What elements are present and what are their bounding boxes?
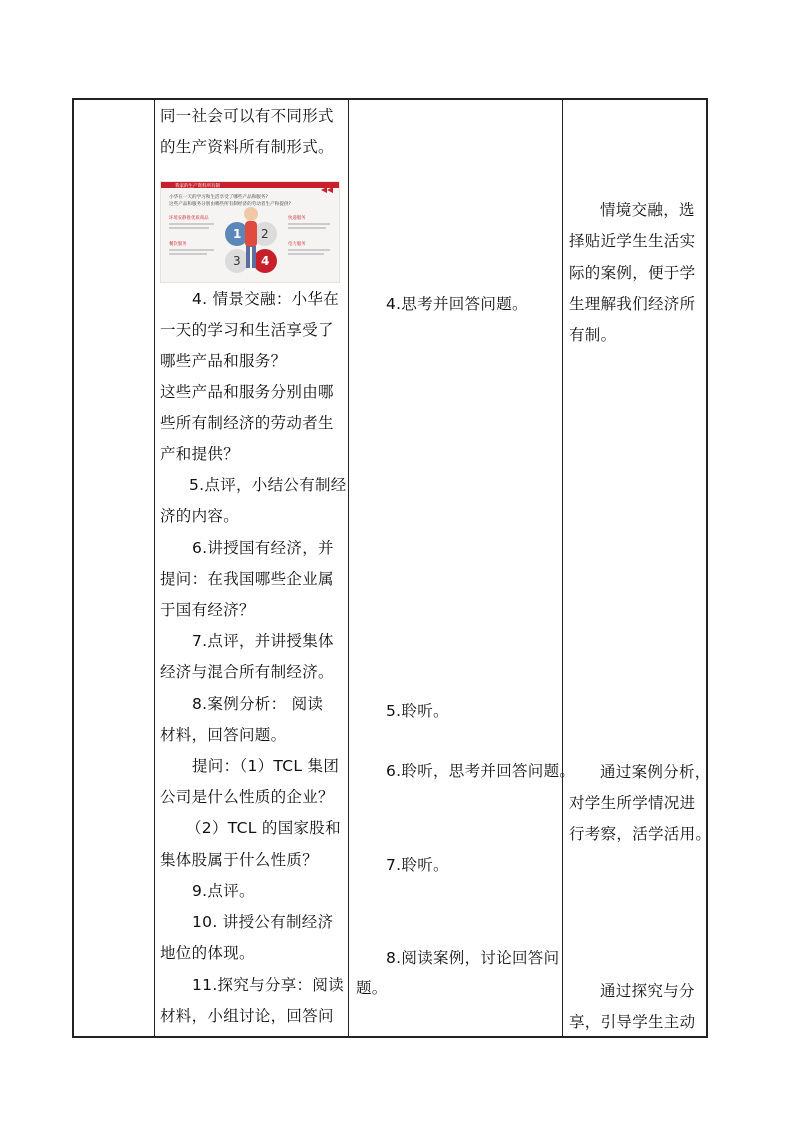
text-line: 材料，回答问题。	[160, 726, 287, 744]
text-line: （2）TCL 的国家股和	[186, 819, 341, 837]
text-line: 集体股属于什么性质？	[160, 851, 319, 869]
text-line: 通过案例分析，	[600, 763, 711, 781]
text-line: 的生产资料所有制形式。	[160, 138, 334, 156]
text-line: 8.阅读案例，讨论回答问	[386, 949, 560, 967]
text-line: 一天的学习和生活享受了	[160, 321, 334, 339]
slide-item-4: 电力服务	[288, 242, 306, 247]
text-line: 择贴近学生生活实	[569, 232, 696, 250]
text-line: 提问：（1）TCL 集团	[192, 757, 340, 775]
text-line: 5.点评，小结公有制经	[189, 476, 347, 494]
text-line: 8.案例分析： 阅读	[192, 695, 324, 713]
text-line: 6.讲授国有经济，并	[192, 539, 334, 557]
slide-number-1: 1	[233, 227, 242, 241]
text-line: 产和提供？	[160, 445, 240, 463]
slide-number-3: 3	[233, 254, 241, 268]
text-line: 济的内容。	[160, 507, 240, 525]
text-line: 对学生所学情况进	[569, 794, 696, 812]
text-line: 些所有制经济的劳动者生	[160, 414, 334, 432]
text-line: 6.聆听，思考并回答问题。	[386, 762, 576, 780]
slide-illustration	[161, 182, 340, 283]
slide-item-3: 餐饮服务	[169, 242, 187, 247]
text-line: 10. 讲授公有制经济	[192, 913, 334, 931]
slide-item-2: 快递服务	[288, 216, 306, 221]
text-line: 有制。	[569, 326, 617, 344]
text-line: 通过探究与分	[600, 982, 695, 1000]
text-line: 地位的体现。	[160, 944, 255, 962]
text-line: 于国有经济？	[160, 601, 255, 619]
slide-item-1: 环境安静推优质商品	[169, 216, 209, 221]
text-line: 公司是什么性质的企业？	[160, 788, 334, 806]
slide-number-4: 4	[261, 254, 270, 268]
text-line: 提问：在我国哪些企业属	[160, 570, 334, 588]
text-line: 9.点评。	[192, 882, 255, 900]
text-line: 同一社会可以有不同形式	[160, 107, 334, 125]
text-line: 情境交融，选	[600, 201, 695, 219]
text-line: 7.聆听。	[386, 856, 449, 874]
text-line: 7.点评，并讲授集体	[192, 632, 334, 650]
text-line: 际的案例，便于学	[569, 264, 696, 282]
slide-question-2: 这些产品和服务分别由哪些所有制经济的劳动者生产和提供?	[169, 202, 291, 207]
slide-thumbnail	[160, 181, 340, 283]
text-line: 哪些产品和服务？	[160, 352, 287, 370]
text-line: 行考察，活学活用。	[569, 825, 712, 843]
text-line: 题。	[356, 979, 388, 997]
text-line: 4.思考并回答问题。	[386, 295, 528, 313]
slide-number-2: 2	[261, 227, 269, 241]
text-line: 经济与混合所有制经济。	[160, 663, 334, 681]
text-line: 生理解我们经济所	[569, 295, 696, 313]
text-line: 11.探究与分享：阅读	[192, 976, 344, 994]
column-divider	[348, 100, 349, 1036]
text-line: 材料，小组讨论，回答问	[160, 1007, 334, 1025]
column-divider	[154, 100, 155, 1036]
column-divider	[562, 100, 563, 1036]
text-line: 4. 情景交融：小华在	[192, 290, 340, 308]
slide-question-1: 小华在一天的学习和生活享受了哪些产品和服务?	[169, 195, 268, 200]
slide-header: 我家的生产资料所有制	[175, 184, 220, 189]
text-line: 享，引导学生主动	[569, 1013, 696, 1031]
text-line: 5.聆听。	[386, 702, 449, 720]
text-line: 这些产品和服务分别由哪	[160, 383, 334, 401]
